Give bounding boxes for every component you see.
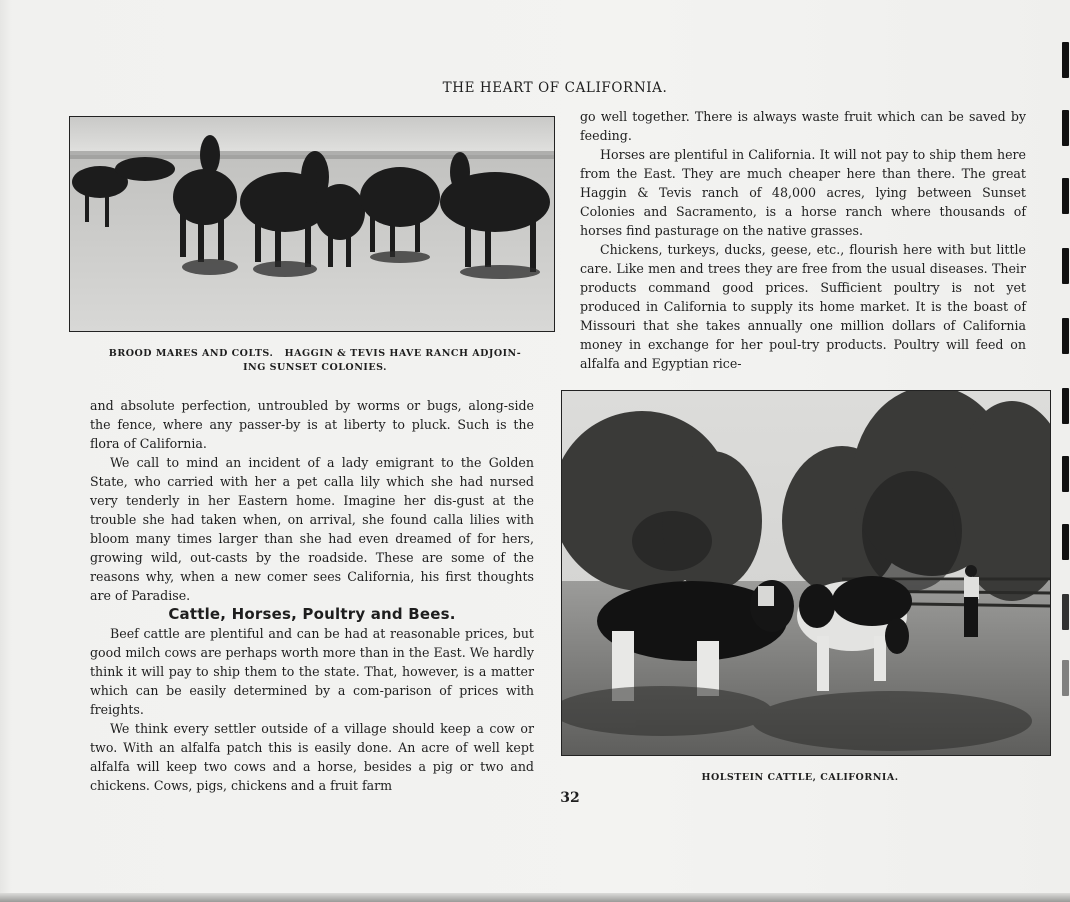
binding-hole <box>1062 456 1069 492</box>
paragraph: We call to mind an incident of a lady emigrant to the Golden State, who carried with her a pet calla lily which she had nursed very tenderly in her Eastern home. Imagine her dis-gust at the trouble she had taken when, on arrival, she found calla lilies with bloom many times larger than she had even dreamed of for hers, growing wild, out-casts by the roadside. These are some of the reasons why, when a new comer sees California, his first thoughts are of Paradise. <box>90 455 534 603</box>
binding-hole <box>1062 110 1069 146</box>
cattle-photo <box>561 390 1051 756</box>
binding-hole <box>1062 178 1069 214</box>
binding-hole <box>1062 318 1069 354</box>
binding-holes <box>1062 0 1070 902</box>
left-text-column <box>90 396 534 795</box>
paragraph: and absolute perfection, untroubled by worms or bugs, along-side the fence, where any passer-by is at liberty to pluck. Such is the flora of California. <box>90 398 534 451</box>
running-head: THE HEART OF CALIFORNIA. <box>442 80 668 96</box>
binding-hole <box>1062 248 1069 284</box>
horses-caption-line-1: BROOD MARES AND COLTS. HAGGIN & TEVIS HAVE RANCH ADJOIN- <box>108 348 522 359</box>
horses-photo-image <box>70 117 554 331</box>
horses-photo <box>69 116 555 332</box>
binding-hole <box>1062 594 1069 630</box>
paragraph: Beef cattle are plentiful and can be had at reasonable prices, but good milch cows are perhaps worth more than in the East. We hardly think it will pay to ship them to the state. That, however, is a matter which can be easily determined by a com-parison of prices with freights. <box>90 626 534 717</box>
cattle-photo-image <box>562 391 1050 755</box>
paragraph: Horses are plentiful in California. It will not pay to ship them here from the East. They are much cheaper here than there. The great Haggin & Tevis ranch of 48,000 acres, lying between Sunset Colonies and Sacramento, is a horse ranch where thousands of horses find pasturage on the native grasses. <box>580 147 1026 238</box>
horses-photo-caption <box>80 347 550 375</box>
page-number: 32 <box>560 790 580 806</box>
horses-caption-line-2: ING SUNSET COLONIES. <box>243 362 387 373</box>
paragraph: Chickens, turkeys, ducks, geese, etc., flourish here with but little care. Like men and trees they are free from the usual diseases. Their products command good prices. Sufficient poultry is not yet produced in California to supply its home market. It is the boast of Missouri that she takes annually one million dollars of California money in exchange for her poul-try products. Poultry will feed on alfalfa and Egyptian rice- <box>580 242 1026 371</box>
paragraph: go well together. There is always waste fruit which can be saved by feeding. <box>580 109 1026 143</box>
page-bottom-edge <box>0 893 1070 902</box>
binding-hole <box>1062 524 1069 560</box>
cattle-photo-caption: HOLSTEIN CATTLE, CALIFORNIA. <box>701 772 899 783</box>
binding-hole <box>1062 660 1069 696</box>
binding-hole <box>1062 388 1069 424</box>
paragraph: We think every settler outside of a village should keep a cow or two. With an alfalfa patch this is easily done. An acre of well kept alfalfa will keep two cows and a horse, besides a pig or two and chickens. Cows, pigs, chickens and a fruit farm <box>90 721 534 793</box>
binding-hole <box>1062 42 1069 78</box>
section-heading: Cattle, Horses, Poultry and Bees. <box>168 605 456 623</box>
right-text-column <box>580 107 1026 373</box>
